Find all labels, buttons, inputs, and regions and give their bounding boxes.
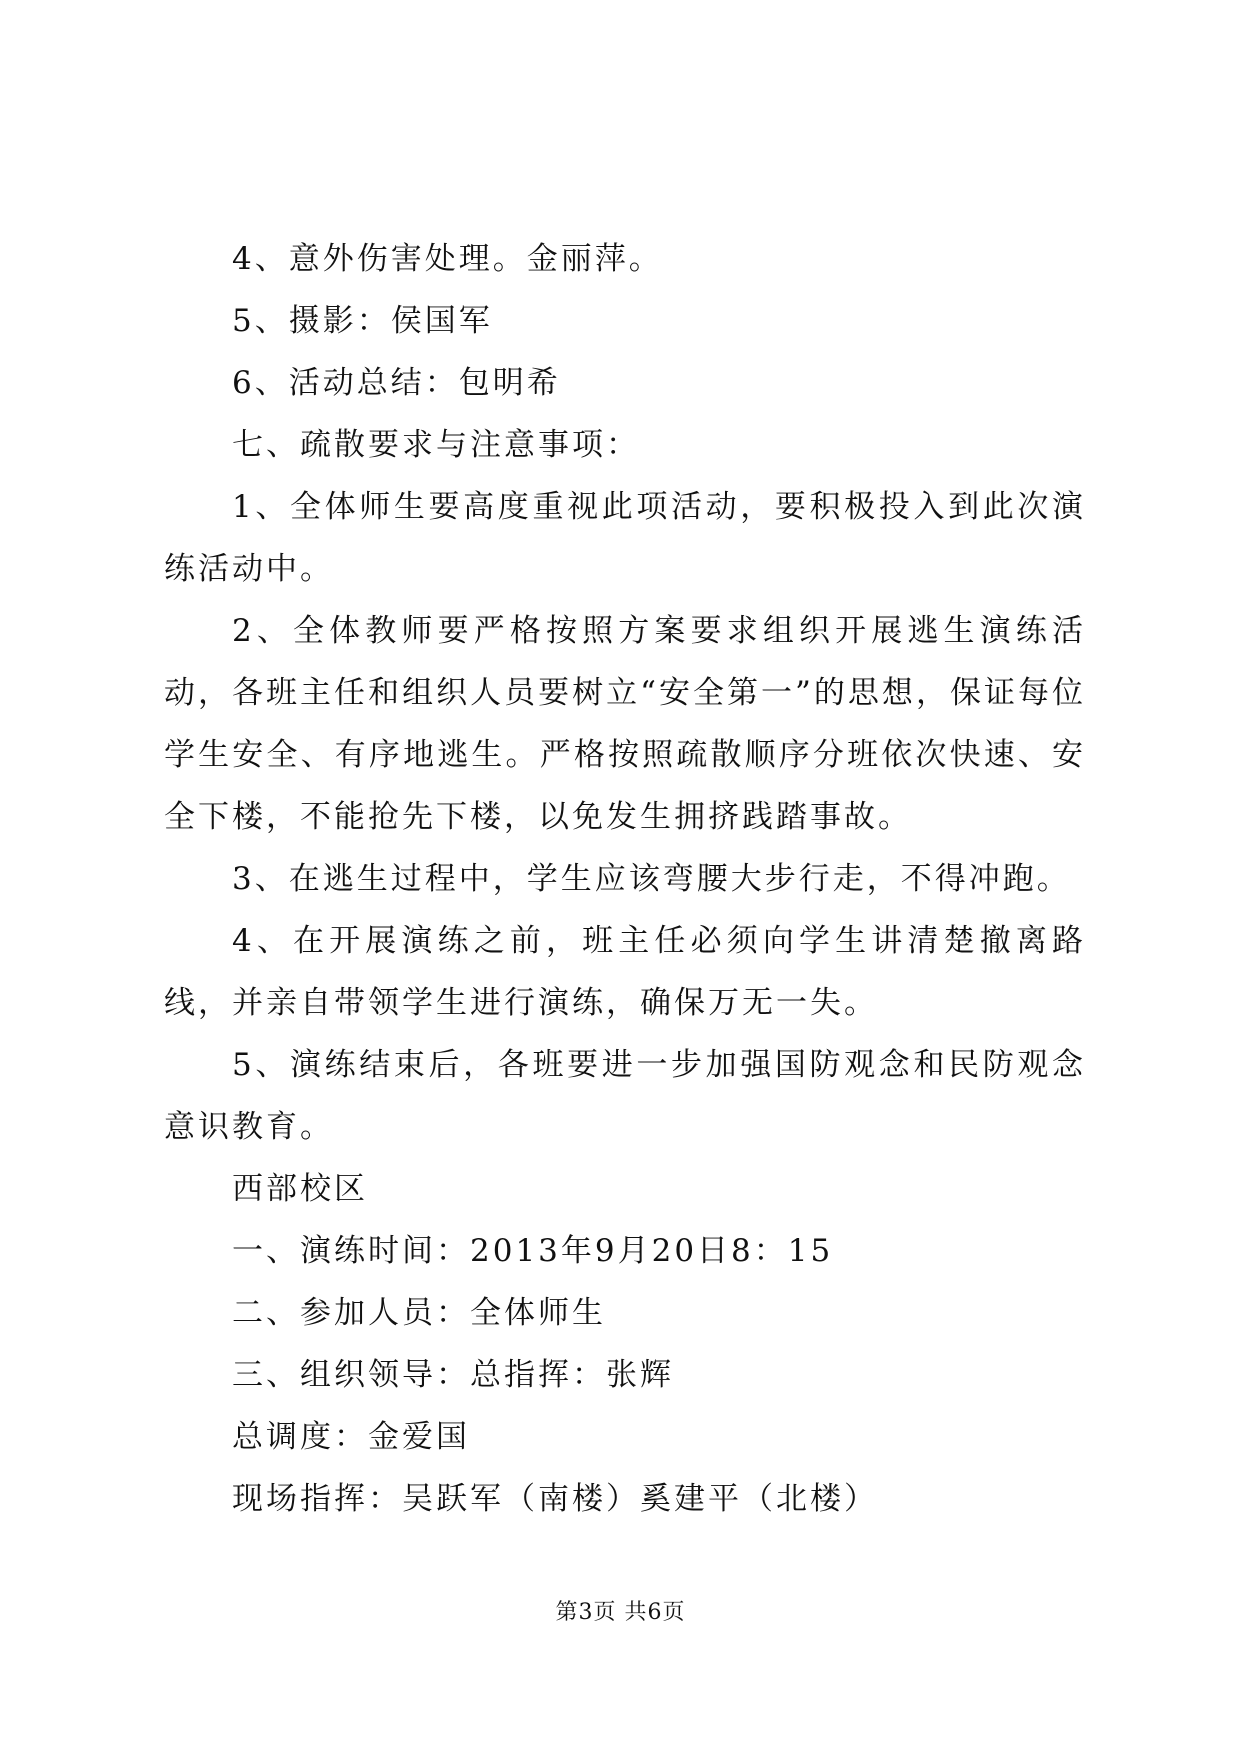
general-dispatcher: 总调度：金爱国 — [232, 1419, 470, 1455]
site-commanders: 现场指挥：吴跃军（南楼）奚建平（北楼） — [232, 1481, 878, 1517]
requirement-3: 3、在逃生过程中，学生应该弯腰大步行走，不得冲跑。 — [232, 861, 1071, 897]
participants: 二、参加人员：全体师生 — [232, 1295, 606, 1331]
page-number-footer: 第3页 共6页 — [555, 1600, 686, 1625]
requirement-1: 1、全体师生要高度重视此项活动，要积极投入到此次演练活动中。 — [164, 489, 1086, 587]
requirement-5: 5、演练结束后，各班要进一步加强国防观念和民防观念意识教育。 — [164, 1047, 1086, 1145]
item-6-activity-summary: 6、活动总结：包明希 — [232, 365, 561, 401]
requirement-4: 4、在开展演练之前，班主任必须向学生讲清楚撤离路线，并亲自带领学生进行演练，确保万无一失。 — [164, 923, 1086, 1021]
west-campus-heading: 西部校区 — [232, 1171, 368, 1207]
drill-time: 一、演练时间：2013年9月20日8：15 — [232, 1233, 834, 1269]
section-7-heading: 七、疏散要求与注意事项： — [232, 427, 640, 463]
requirement-2: 2、全体教师要严格按照方案要求组织开展逃生演练活动，各班主任和组织人员要树立“安全第一”的思想，保证每位学生安全、有序地逃生。严格按照疏散顺序分班依次快速、安全下楼，不能抢先下楼，以免发生拥挤践踏事故。 — [164, 613, 1086, 835]
document-body — [164, 228, 1086, 1530]
item-5-photography: 5、摄影：侯国军 — [232, 303, 493, 339]
item-4-accident-handling: 4、意外伤害处理。金丽萍。 — [232, 241, 663, 277]
organization-leadership: 三、组织领导：总指挥：张辉 — [232, 1357, 674, 1393]
